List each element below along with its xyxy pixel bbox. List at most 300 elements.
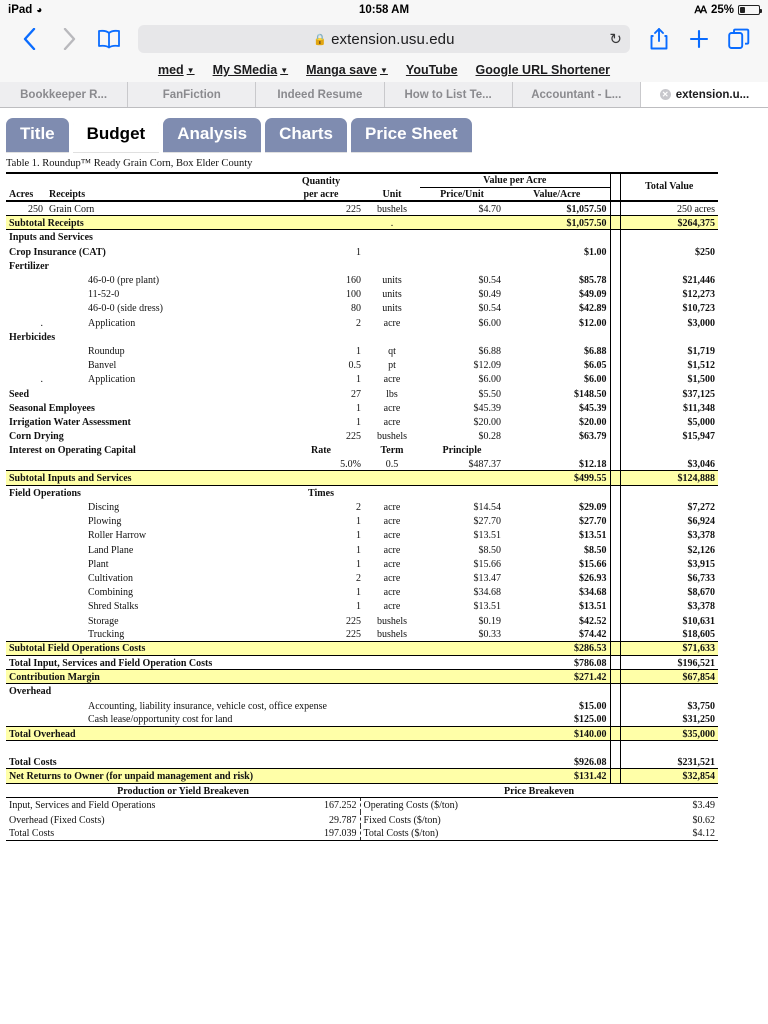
cell-total: $264,375 <box>620 216 718 230</box>
cell-price: $0.19 <box>478 615 501 627</box>
cell-value: $286.53 <box>504 641 610 655</box>
cell-label: Overhead <box>9 686 52 698</box>
cell-label: Seed <box>9 388 29 400</box>
cell-unit: acre <box>383 558 401 570</box>
cell-unit: units <box>382 303 402 315</box>
cell-label: Crop Insurance (CAT) <box>9 246 106 258</box>
cell-right-label: Fixed Costs ($/ton) <box>360 812 614 826</box>
bluetooth-icon: Ꜳ <box>694 4 707 16</box>
cell-value: $131.42 <box>504 769 610 783</box>
url-text: extension.usu.edu <box>331 30 455 48</box>
cell-principle: $487.37 <box>468 458 501 470</box>
table-row-interest-operating-capital-values <box>6 457 718 471</box>
table-row-total-costs <box>6 755 718 769</box>
lock-icon: 🔒 <box>313 33 328 46</box>
table-row-roller-harrow <box>6 528 718 542</box>
cell-value: $29.09 <box>579 502 607 513</box>
table-row-subtotal-field-operations <box>6 641 718 655</box>
cell-price: $0.54 <box>478 275 501 286</box>
show-tabs-button[interactable] <box>720 23 758 55</box>
cell-unit: acre <box>383 317 401 329</box>
breakeven-row-total <box>6 826 718 840</box>
book-icon <box>97 29 121 49</box>
sheet-tab-budget[interactable]: Budget <box>73 118 160 152</box>
bookmarks-button[interactable] <box>90 23 128 55</box>
header-quantity-line1: Quantity <box>278 173 364 187</box>
tab-label: Indeed Resume <box>277 88 363 101</box>
cell-unit: pt <box>388 360 396 372</box>
tab-label: extension.u... <box>675 88 750 101</box>
cell-qty: 225 <box>346 615 361 627</box>
cell-unit: acre <box>383 530 401 542</box>
cell-price: $6.88 <box>478 345 501 357</box>
bookmark-label: YouTube <box>405 63 458 77</box>
cell-price: $15.66 <box>473 558 501 570</box>
cell-price: $20.00 <box>473 416 501 428</box>
table-row-spacer <box>6 741 718 755</box>
cell-qty: 1 <box>356 246 361 258</box>
cell-unit: acre <box>383 402 401 414</box>
browser-toolbar <box>0 20 768 58</box>
cell-label: Cultivation <box>88 572 133 584</box>
cell-right-value: $0.62 <box>692 814 716 826</box>
table-row-cash-lease <box>6 712 718 726</box>
cell-value: $1.00 <box>584 246 607 258</box>
cell-total: $10,723 <box>620 301 718 315</box>
battery-icon <box>738 5 760 15</box>
cell-qty: 2 <box>356 572 361 584</box>
cell-label: Subtotal Inputs and Services <box>6 471 278 485</box>
table-row-subtotal-inputs-services <box>6 471 718 485</box>
breakeven-row-fixed <box>6 812 718 826</box>
cell-total: $11,348 <box>620 400 718 414</box>
cell-label: Combining <box>88 587 134 599</box>
cell-left-value: 197.039 <box>256 826 360 840</box>
table-row-storage <box>6 613 718 627</box>
header-quantity-line2: per acre <box>303 188 339 200</box>
table-row-fertilizer-application <box>6 315 718 329</box>
chevron-down-icon: ▼ <box>280 65 289 75</box>
cell-price: $0.49 <box>478 289 501 301</box>
browser-tab-extension-usu[interactable] <box>641 82 768 107</box>
table-row-plant <box>6 556 718 570</box>
cell-total: $3,046 <box>620 457 718 471</box>
table-row-seed <box>6 386 718 400</box>
browser-tab-how-to-list[interactable] <box>385 82 513 107</box>
table-row-combining <box>6 584 718 598</box>
cell-unit: acre <box>383 516 401 528</box>
browser-tab-accountant[interactable] <box>513 82 641 107</box>
cell-total: $3,915 <box>620 556 718 570</box>
cell-value: $26.93 <box>579 572 607 584</box>
cell-value: $6.05 <box>584 360 607 372</box>
cell-total: $3,378 <box>620 599 718 613</box>
table-row-contribution-margin <box>6 670 718 684</box>
cell-acres: . <box>40 317 43 329</box>
device-name: iPad <box>8 4 33 16</box>
cell-label: Shred Stalks <box>88 601 139 613</box>
cell-right-value: $3.49 <box>614 798 718 812</box>
cell-label: Seasonal Employees <box>9 402 95 414</box>
cell-qty: 27 <box>351 388 361 400</box>
bookmark-google-url-shortener[interactable] <box>476 63 611 77</box>
chevron-down-icon: ▼ <box>379 65 388 75</box>
status-clock: 10:58 AM <box>358 4 410 16</box>
table-row-irrigation-water-assessment <box>6 414 718 428</box>
header-principle: Principle <box>442 445 482 457</box>
cell-term: 0.5 <box>385 458 399 470</box>
cell-unit: bushels <box>364 201 420 215</box>
cell-total: $18,605 <box>620 627 718 641</box>
budget-table <box>6 172 718 784</box>
table-header-row-1 <box>6 173 718 187</box>
cell-left-label: Overhead (Fixed Costs) <box>9 814 105 826</box>
table-row-total-input-services-field-ops <box>6 655 718 669</box>
cell-total: $250 <box>620 244 718 258</box>
cell-value: $13.51 <box>579 601 607 613</box>
cell-label: Trucking <box>88 629 125 641</box>
cell-label: Irrigation Water Assessment <box>9 416 131 428</box>
wifi-icon: ◕ <box>36 4 43 16</box>
table-row-seasonal-employees <box>6 400 718 414</box>
cell-unit: bushels <box>377 615 407 627</box>
bookmark-med[interactable] <box>158 63 195 77</box>
page-content <box>0 108 768 1024</box>
cell-total: $32,854 <box>620 769 718 783</box>
cell-value: $1,057.50 <box>504 216 610 230</box>
cell-qty: 1 <box>356 416 361 428</box>
sheet-tab-bar <box>0 108 768 152</box>
cell-value: $271.42 <box>504 670 610 684</box>
budget-table-body <box>6 173 718 783</box>
address-bar[interactable] <box>138 25 630 53</box>
cell-unit: acre <box>383 544 401 556</box>
table-row-interest-operating-capital-header <box>6 443 718 457</box>
cell-total: $31,250 <box>620 712 718 726</box>
cell-total: $5,000 <box>620 414 718 428</box>
sheet-tab-charts[interactable]: Charts <box>265 118 347 152</box>
header-term: Term <box>380 445 404 457</box>
table-row-field-operations <box>6 485 718 499</box>
cell-value: $15.66 <box>579 558 607 570</box>
tabs-icon <box>728 28 750 50</box>
cell-unit: acre <box>383 416 401 428</box>
table-row-trucking <box>6 627 718 641</box>
new-tab-button[interactable] <box>680 23 718 55</box>
cell-qty: 160 <box>346 275 361 286</box>
bookmark-youtube[interactable] <box>406 63 458 77</box>
cell-price: $0.33 <box>478 629 501 641</box>
cell-label: Total Overhead <box>6 726 278 740</box>
cell-unit: qt <box>388 345 396 357</box>
table-row-crop-insurance <box>6 244 718 258</box>
cell-price: $8.50 <box>478 544 501 556</box>
cell-label: Herbicides <box>9 331 56 343</box>
cell-total: $1,512 <box>620 357 718 371</box>
table-row-roundup <box>6 343 718 357</box>
cell-value: $13.51 <box>579 530 607 542</box>
bookmark-label: med <box>157 63 184 77</box>
cell-qty: 2 <box>356 317 361 329</box>
cell-qty: 1 <box>356 530 361 542</box>
bookmark-my-smedia[interactable] <box>213 63 289 77</box>
cell-left-value: 167.252 <box>256 798 360 812</box>
table-row-overhead <box>6 684 718 698</box>
cell-total: $3,378 <box>620 528 718 542</box>
cell-total: $231,521 <box>620 755 718 769</box>
cell-label: Field Operations <box>9 487 81 499</box>
cell-qty: 225 <box>346 629 361 641</box>
table-row-fertilizer <box>6 258 718 272</box>
cell-qty: 100 <box>346 289 361 301</box>
cell-total: $15,947 <box>620 428 718 442</box>
cell-value: $8.50 <box>584 544 607 556</box>
table-caption: Table 1. Roundup™ Ready Grain Corn, Box Elder County <box>6 158 253 169</box>
cell-value: $926.08 <box>504 755 610 769</box>
table-row-plowing <box>6 514 718 528</box>
cell-value: $49.09 <box>579 289 607 301</box>
cell-qty: 1 <box>356 544 361 556</box>
cell-unit: acre <box>383 601 401 613</box>
cell-value: $45.39 <box>579 402 607 414</box>
cell-value: $34.68 <box>579 587 607 599</box>
cell-label: Fertilizer <box>9 260 49 272</box>
cell-value: $42.89 <box>579 303 607 315</box>
cell-total: $71,633 <box>620 641 718 655</box>
cell-total: $6,924 <box>620 514 718 528</box>
cell-value: $12.18 <box>579 458 607 470</box>
cell-total: $21,446 <box>620 272 718 286</box>
cell-unit <box>364 244 420 258</box>
status-left <box>8 4 42 16</box>
cell-label: Corn Drying <box>9 431 64 443</box>
cell-value: $20.00 <box>579 416 607 428</box>
cell-unit: units <box>382 275 402 286</box>
cell-qty: 1 <box>356 587 361 599</box>
cell-label: Banvel <box>88 360 117 372</box>
sheet-tab-price-sheet[interactable]: Price Sheet <box>351 118 472 152</box>
cell-value: $140.00 <box>504 726 610 740</box>
bookmark-label: Google URL Shortener <box>475 63 611 77</box>
cell-qty: 1 <box>356 374 361 386</box>
cell-value: $74.42 <box>579 629 607 641</box>
cell-price: $45.39 <box>473 402 501 414</box>
cell-total: $10,631 <box>620 613 718 627</box>
cell-total: $1,500 <box>620 372 718 386</box>
cell-price-dot: . <box>364 216 420 230</box>
cell-price: $13.51 <box>473 601 501 613</box>
table-row-shred-stalks <box>6 599 718 613</box>
cell-acres: . <box>40 374 43 386</box>
breakeven-header-row <box>6 784 718 798</box>
cell-price: $5.50 <box>478 388 501 400</box>
browser-tab-bar <box>0 82 768 108</box>
cell-value: $125.00 <box>574 714 607 726</box>
cell-unit: acre <box>383 502 401 513</box>
cell-value: $27.70 <box>579 516 607 528</box>
cell-price <box>420 244 504 258</box>
cell-label: Application <box>88 374 136 386</box>
cell-left-value: 29.787 <box>329 814 357 826</box>
cell-label: Net Returns to Owner (for unpaid management and risk) <box>6 769 278 783</box>
cell-unit: acre <box>383 572 401 584</box>
cell-label: Plowing <box>88 516 122 528</box>
back-button[interactable] <box>10 23 48 55</box>
cell-label: Total Input, Services and Field Operation Costs <box>6 655 278 669</box>
cell-qty: 2 <box>356 502 361 513</box>
close-icon[interactable]: ✕ <box>660 89 671 100</box>
cell-rate: 5.0% <box>340 458 361 470</box>
cell-price: $6.00 <box>478 317 501 329</box>
cell-total: $2,126 <box>620 542 718 556</box>
bookmark-label: My SMedia <box>212 63 278 77</box>
cell-label: 11-52-0 <box>88 289 120 301</box>
table-row-accounting-expense <box>6 698 718 712</box>
share-button[interactable] <box>640 23 678 55</box>
cell-label: Interest on Operating Capital <box>9 445 136 457</box>
cell-value: $6.88 <box>584 345 607 357</box>
cell-total: $1,719 <box>620 343 718 357</box>
cell-label: Plant <box>88 558 109 570</box>
browser-tab-indeed-resume[interactable] <box>256 82 384 107</box>
table-row-total-overhead <box>6 726 718 740</box>
cell-unit: bushels <box>377 431 407 443</box>
cell-qty: 1 <box>356 345 361 357</box>
cell-value: $42.52 <box>579 615 607 627</box>
cell-qty: 1 <box>356 601 361 613</box>
cell-label: Accounting, liability insurance, vehicle cost, office expense <box>88 700 327 712</box>
cell-price: $6.00 <box>478 374 501 386</box>
header-value-acre: Value/Acre <box>533 188 581 200</box>
table-header-row-2 <box>6 187 718 201</box>
table-row-subtotal-receipts <box>6 216 718 230</box>
table-row-banvel <box>6 357 718 371</box>
cell-value: $63.79 <box>579 431 607 443</box>
cell-qty: 80 <box>351 303 361 315</box>
cell-total: $6,733 <box>620 570 718 584</box>
tab-label: Bookkeeper R... <box>20 88 108 101</box>
cell-label: Roller Harrow <box>88 530 147 542</box>
table-row-11-52-0 <box>6 287 718 301</box>
header-acres: Acres <box>9 188 34 200</box>
cell-total: $67,854 <box>620 670 718 684</box>
cell-unit: acre <box>383 374 401 386</box>
forward-button[interactable] <box>50 23 88 55</box>
sheet-tab-analysis[interactable]: Analysis <box>163 118 261 152</box>
cell-right-value: $4.12 <box>614 826 718 840</box>
header-total-value: Total Value <box>620 173 718 201</box>
cell-price: $12.09 <box>473 360 501 372</box>
tab-label: Accountant - L... <box>531 88 622 101</box>
cell-value: $1,057.50 <box>504 201 610 215</box>
cell-total: $8,670 <box>620 584 718 598</box>
cell-qty: 0.5 <box>348 360 361 372</box>
browser-tab-bookkeeper[interactable] <box>0 82 128 107</box>
cell-value: $6.00 <box>584 374 607 386</box>
cell-label: Total Costs <box>6 755 278 769</box>
cell-unit: units <box>382 289 402 301</box>
cell-total: $37,125 <box>620 386 718 400</box>
breakeven-heading-left: Production or Yield Breakeven <box>117 785 249 797</box>
table-row-net-returns-to-owner <box>6 769 718 783</box>
breakeven-heading-right: Price Breakeven <box>503 785 575 797</box>
bookmark-manga-save[interactable] <box>306 63 388 77</box>
cell-unit: acre <box>383 587 401 599</box>
battery-percent-label: 25% <box>710 4 734 16</box>
breakeven-row-operating <box>6 798 718 812</box>
cell-qty: 225 <box>346 431 361 443</box>
header-value-per-acre: Value per Acre <box>420 173 610 187</box>
cell-right-label: Operating Costs ($/ton) <box>360 798 614 812</box>
cell-total: $3,750 <box>620 698 718 712</box>
table-row-cultivation <box>6 570 718 584</box>
tab-label: How to List Te... <box>404 88 492 101</box>
cell-qty: 225 <box>278 201 364 215</box>
cell-total: $196,521 <box>620 655 718 669</box>
cell-acres: 250 <box>6 201 46 215</box>
cell-total: $7,272 <box>620 499 718 513</box>
cell-total: $124,888 <box>620 471 718 485</box>
table-row-herbicides <box>6 329 718 343</box>
table-row-46-0-0-pre-plant <box>6 272 718 286</box>
table-row-grain-corn <box>6 201 718 215</box>
cell-price: $4.70 <box>420 201 504 215</box>
bookmark-label: Manga save <box>306 63 377 77</box>
cell-total: 250 acres <box>620 201 718 215</box>
breakeven-table <box>6 784 718 841</box>
cell-value: $12.00 <box>579 317 607 329</box>
table-row-discing <box>6 499 718 513</box>
header-receipts: Receipts <box>49 188 86 200</box>
share-icon <box>650 28 668 50</box>
cell-right-label: Total Costs ($/ton) <box>360 826 614 840</box>
cell-price: $27.70 <box>473 516 501 528</box>
cell-value: $786.08 <box>504 655 610 669</box>
cell-qty: 1 <box>356 516 361 528</box>
cell-qty: 1 <box>356 402 361 414</box>
status-right <box>694 4 760 16</box>
cell-label: Application <box>88 317 136 329</box>
cell-value: $499.55 <box>504 471 610 485</box>
chevron-down-icon: ▼ <box>186 65 195 75</box>
cell-left-label: Input, Services and Field Operations <box>6 798 256 812</box>
cell-label: Subtotal Field Operations Costs <box>6 641 278 655</box>
browser-tab-fanfiction[interactable] <box>128 82 256 107</box>
table-row-corn-drying <box>6 428 718 442</box>
reload-icon[interactable]: ↻ <box>609 31 622 48</box>
ios-status-bar <box>0 0 768 20</box>
cell-value: $148.50 <box>574 388 607 400</box>
bookmarks-bar <box>0 58 768 82</box>
cell-unit: bushels <box>377 629 407 641</box>
sheet-tab-title[interactable]: Title <box>6 118 69 152</box>
table-row-land-plane <box>6 542 718 556</box>
cell-label: 46-0-0 (side dress) <box>88 303 163 315</box>
cell-value: $15.00 <box>579 700 607 712</box>
cell-label: Roundup <box>88 345 125 357</box>
cell-label: Inputs and Services <box>9 232 93 244</box>
cell-label: Cash lease/opportunity cost for land <box>88 714 233 726</box>
cell-price: $34.68 <box>473 587 501 599</box>
cell-unit: lbs <box>386 388 398 400</box>
header-rate: Rate <box>311 445 331 457</box>
cell-total: $3,000 <box>620 315 718 329</box>
cell-label: Grain Corn <box>46 201 278 215</box>
cell-price: $14.54 <box>473 502 501 513</box>
cell-label: Storage <box>88 615 119 627</box>
cell-qty: 1 <box>356 558 361 570</box>
tab-label: FanFiction <box>162 88 221 101</box>
